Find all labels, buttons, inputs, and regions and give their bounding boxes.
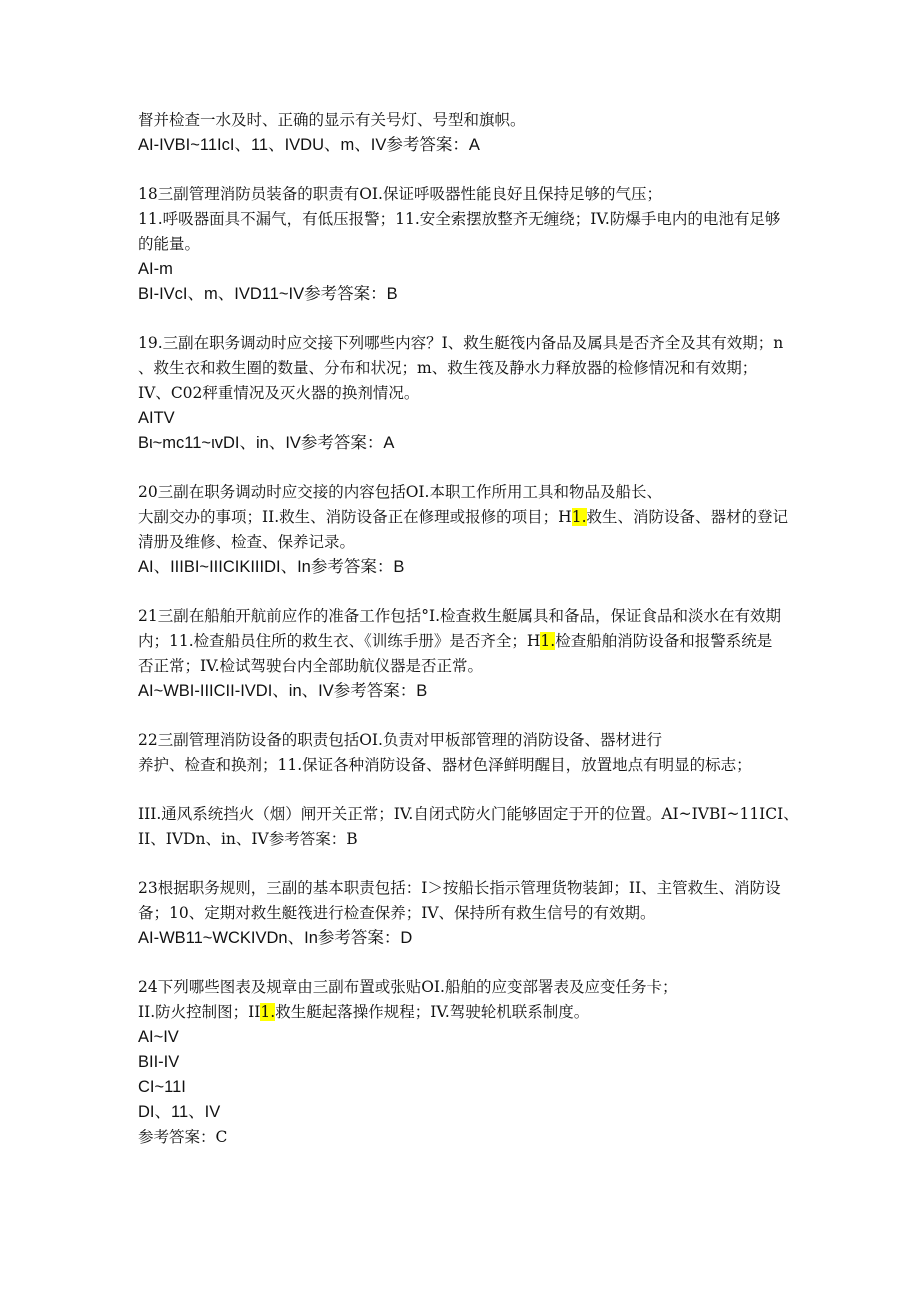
paragraph-gap: [138, 778, 788, 802]
text-line: [138, 257, 788, 282]
line-text: AITV: [138, 409, 175, 427]
text-line: [138, 975, 788, 1000]
text-line: [138, 1000, 788, 1025]
line-text: DI、11、IV: [138, 1103, 221, 1121]
line-text: AI、IIIBI~IIICIKIIIDI、In参考答案：B: [138, 558, 405, 576]
highlight-mark: 1.: [571, 508, 587, 526]
text-line: [138, 1075, 788, 1100]
line-text: 养护、检查和换剂；11.保证各种消防设备、器材色泽鲜明醒目，放置地点有明显的标志；: [138, 756, 752, 774]
line-text: 21三副在船舶开航前应作的准备工作包括°I.检查救生艇属具和备品，保证食品和淡水在有效期: [138, 607, 782, 625]
highlight-mark: 1.: [540, 632, 556, 650]
text-line: [138, 431, 788, 456]
text-line: [138, 604, 788, 629]
text-line: [138, 901, 788, 926]
text-line: [138, 381, 788, 406]
text-line: [138, 802, 799, 827]
line-text: BI-IVcI、m、IVD11~IV参考答案：B: [138, 285, 398, 303]
paragraph-gap: [138, 580, 788, 604]
line-text: AI-m: [138, 260, 173, 278]
text-line: [138, 1100, 788, 1125]
line-text: CI~11I: [138, 1078, 186, 1096]
line-text: 20三副在职务调动时应交接的内容包括OI.本职工作所用工具和物品及船长、: [138, 483, 662, 501]
line-text: 24下列哪些图表及规章由三副布置或张贴OI.船舶的应变部署表及应变任务卡；: [138, 978, 678, 996]
text-line: [138, 1050, 788, 1075]
line-text: BII-IV: [138, 1053, 180, 1071]
text-line: [138, 505, 788, 530]
paragraph-gap: [138, 307, 788, 331]
text-line: [138, 207, 788, 232]
paragraph-gap: [138, 456, 788, 480]
line-text: AI-IVBI~11IcI、11、IVDU、m、IV参考答案：A: [138, 136, 480, 154]
line-text: 的能量。: [138, 235, 201, 253]
line-text-after: 检查船舶消防设备和报警系统是: [555, 632, 773, 650]
paragraph-gap: [138, 852, 788, 876]
paragraph-gap: [138, 704, 788, 728]
line-text: 内；11.检查船员住所的救生衣、《训练手册》是否齐全；H: [138, 632, 541, 650]
document-page: [138, 108, 799, 1150]
text-line: [138, 728, 788, 753]
line-text: 督并检查一水及时、正确的显示有关号灯、号型和旗帜。: [138, 111, 526, 129]
line-text: IV、C02秤重情况及灭火器的换剂情况。: [138, 384, 420, 402]
line-text: Bι~mc11~ιvDI、in、IV参考答案：A: [138, 434, 395, 452]
text-line: [138, 679, 788, 704]
text-line: [138, 753, 788, 778]
line-text: 11.呼吸器面具不漏气，有低压报警；11.安全索摆放整齐无缠绕；IV.防爆手电内的电池有足够: [138, 210, 781, 228]
line-text: 19.三副在职务调动时应交接下列哪些内容？I、救生艇筏内备品及属具是否齐全及其有效期；n: [138, 334, 784, 352]
line-text-after: 救生、消防设备、器材的登记: [586, 508, 789, 526]
line-text: 备；10、定期对救生艇筏进行检查保养；IV、保持所有救生信号的有效期。: [138, 904, 656, 922]
text-line: [138, 133, 788, 158]
line-text: 23根据职务规则，三副的基本职责包括：I＞按船长指示管理货物装卸；II、主管救生、消防设: [138, 879, 781, 897]
text-line: [138, 926, 788, 951]
highlight-mark: 1.: [260, 1003, 276, 1021]
text-line: [138, 876, 788, 901]
line-text: AI-WB11~WCKIVDn、In参考答案：D: [138, 929, 413, 947]
line-text: 18三副管理消防员装备的职责有OI.保证呼吸器性能良好且保持足够的气压；: [138, 185, 662, 203]
text-line: [138, 480, 788, 505]
line-text: II.防火控制图；II: [138, 1003, 261, 1021]
text-line: [138, 108, 788, 133]
text-line: [138, 182, 788, 207]
line-text: AI~IV: [138, 1028, 179, 1046]
text-line: [138, 555, 788, 580]
text-line: [138, 232, 788, 257]
line-text: 参考答案：C: [138, 1128, 228, 1146]
text-line: [138, 530, 788, 555]
text-line: [138, 282, 788, 307]
line-text-after: 救生艇起落操作规程；IV.驾驶轮机联系制度。: [275, 1003, 590, 1021]
line-text: 否正常；IV.检试驾驶台内全部助航仪器是否正常。: [138, 657, 484, 675]
text-line: [138, 629, 788, 654]
text-line: [138, 1025, 788, 1050]
line-text: 、救生衣和救生圈的数量、分布和状况；m、救生筏及静水力释放器的检修情况和有效期；: [138, 359, 758, 377]
line-text: 大副交办的事项；II.救生、消防设备正在修理或报修的项目；H: [138, 508, 572, 526]
text-line: [138, 1125, 788, 1150]
text-line: [138, 654, 788, 679]
text-line: [138, 331, 788, 356]
text-line: [138, 356, 788, 381]
paragraph-gap: [138, 951, 788, 975]
line-text: II、IVDn、in、IV参考答案：B: [138, 830, 358, 848]
text-line: [138, 827, 788, 852]
text-line: [138, 406, 788, 431]
line-text: 清册及维修、检查、保养记录。: [138, 533, 356, 551]
line-text: III.通风系统挡火（烟）闸开关正常；IV.自闭式防火门能够固定于开的位置。AI~IVBI~11ICI、: [138, 805, 799, 823]
line-text: AI~WBI-IIICII-IVDI、in、IV参考答案：B: [138, 682, 428, 700]
paragraph-gap: [138, 158, 788, 182]
line-text: 22三副管理消防设备的职责包括OI.负责对甲板部管理的消防设备、器材进行: [138, 731, 662, 749]
